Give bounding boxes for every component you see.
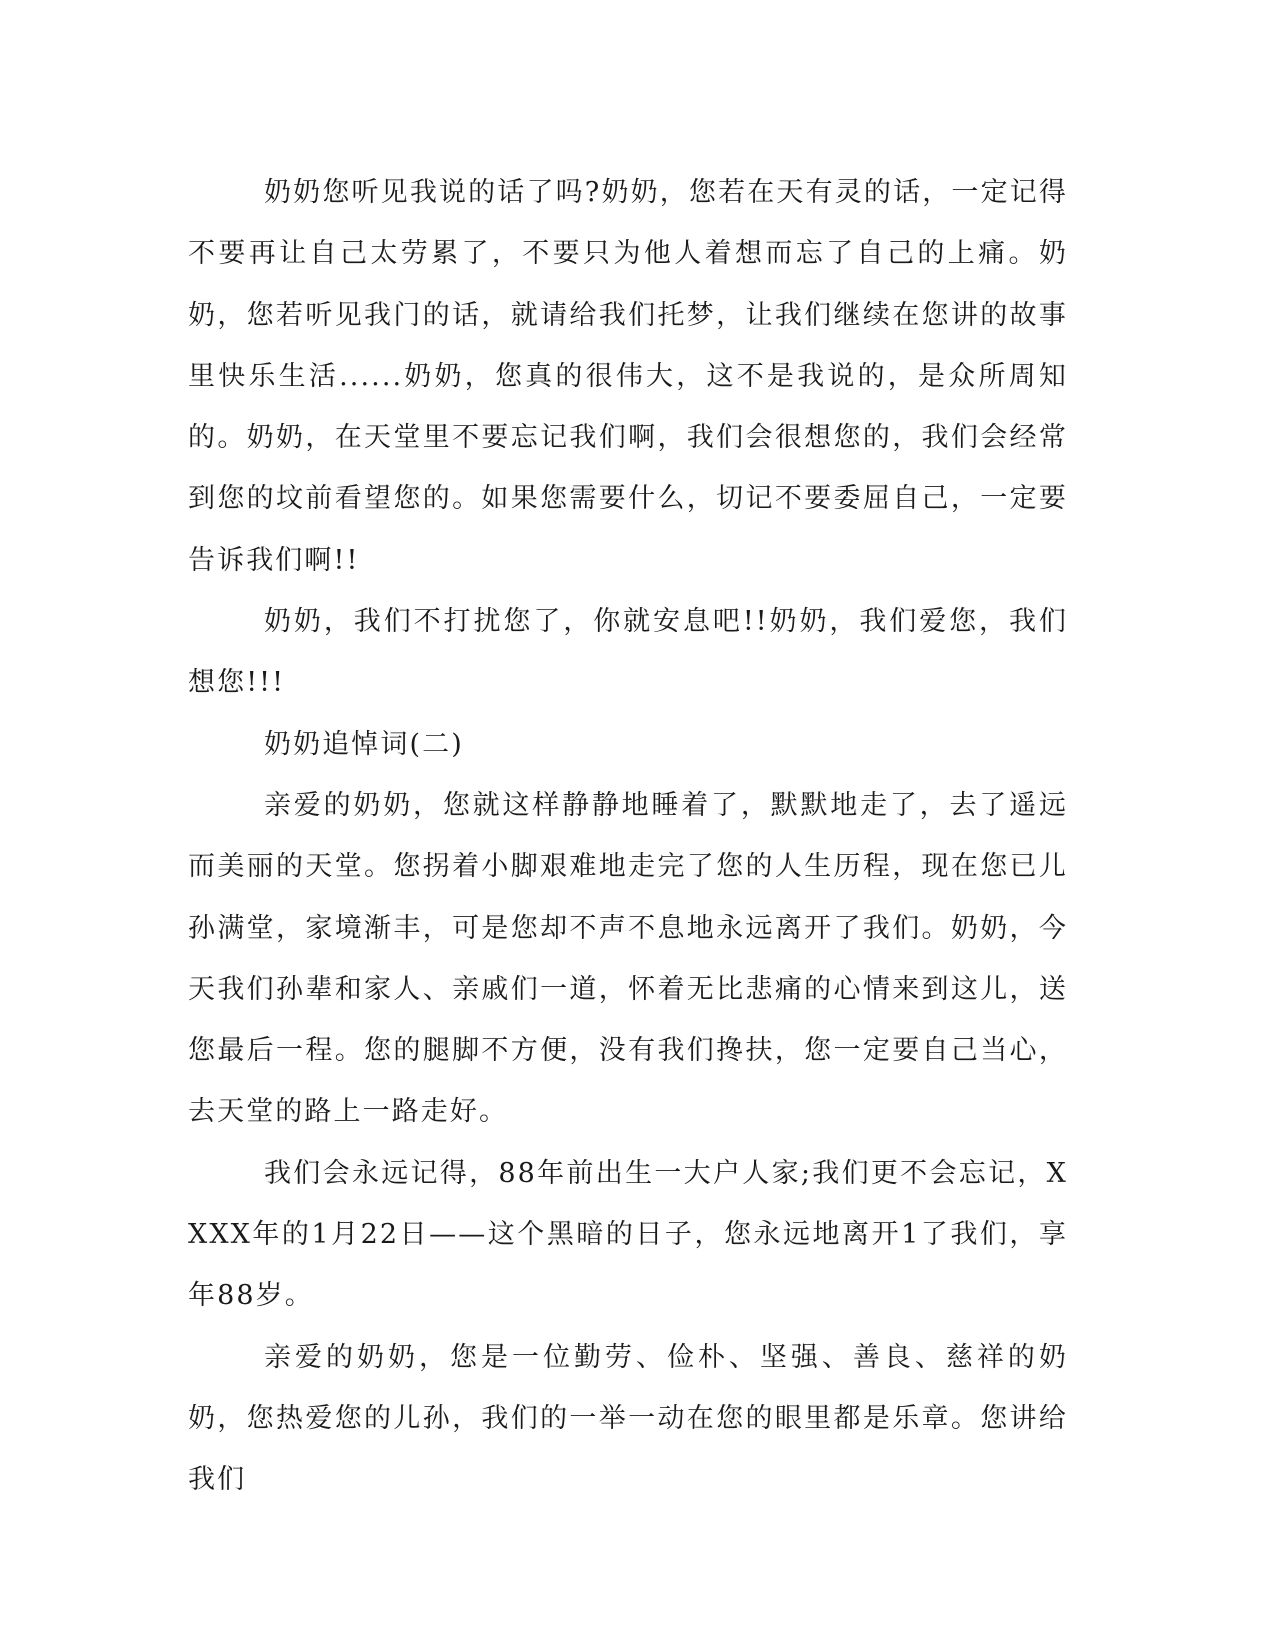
paragraph-prayer: 奶奶您听见我说的话了吗?奶奶，您若在天有灵的话，一定记得不要再让自己太劳累了，不要只为他人着想而忘了自己的上痛。奶奶，您若听见我门的话，就请给我们托梦，让我们继续在您讲的故事里快乐生活......奶奶，您真的很伟大，这不是我说的，是众所周知的。奶奶，在天堂里不要忘记我们啊，我们会很想您的，我们会经常到您的坟前看望您的。如果您需要什么，切记不要委屈自己，一定要告诉我们啊!! (188, 177, 1068, 576)
paragraph-farewell: 奶奶，我们不打扰您了，你就安息吧!!奶奶，我们爱您，我们想您!!! (188, 606, 1068, 699)
paragraph-tribute: 亲爱的奶奶，您是一位勤劳、俭朴、坚强、善良、慈祥的奶奶，您热爱您的儿孙，我们的一举一动在您的眼里都是乐章。您讲给我们 (188, 1341, 1068, 1496)
paragraph-opening: 亲爱的奶奶，您就这样静静地睡着了，默默地走了，去了遥远而美丽的天堂。您拐着小脚艰难地走完了您的人生历程，现在您已儿孙满堂，家境渐丰，可是您却不声不息地永远离开了我们。奶奶，今天我们孙辈和家人、亲戚们一道，怀着无比悲痛的心情来到这儿，送您最后一程。您的腿脚不方便，没有我们搀扶，您一定要自己当心，去天堂的路上一路走好。 (188, 789, 1068, 1128)
paragraph-remembrance: 我们会永远记得，88年前出生一大户人家;我们更不会忘记，XXXX年的1月22日——这个黑暗的日子，您永远地离开1了我们，享年88岁。 (188, 1157, 1068, 1312)
section-heading: 奶奶追悼词(二) (264, 728, 464, 760)
document-body (188, 162, 1068, 1511)
